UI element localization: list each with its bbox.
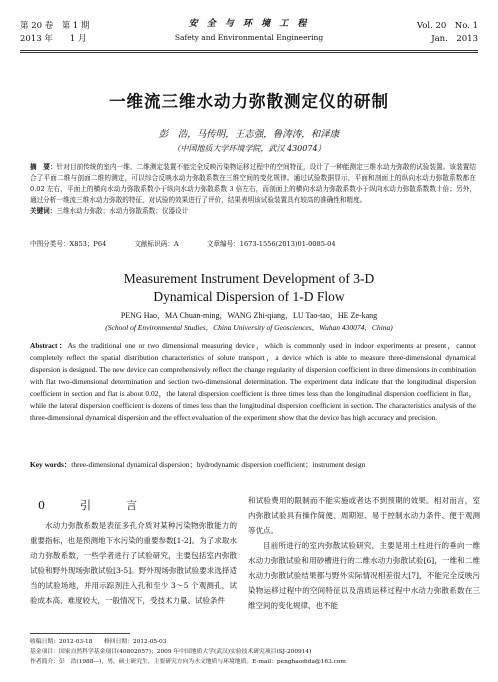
affiliation-en: (School of Environmental Studies，China University of Geosciences，Wuhan 430074，China) <box>105 323 393 332</box>
clc-number: 中图分类号：X853；P64 <box>30 240 107 248</box>
abstract-en-text: As the traditional one or two dimensional measuring device，which is commonly used in indoor experiments at present，cannot completely reflect the spatial distribution characteristics of solute transport，a device which is able to measure three-dimensional dynamical dispersion is designed. The new device can comprehensively reflect the change regularity of dispersion coefficient in three dimensions in combination with flat two-dimensional determination and section two-dimensional determination. The experiment data indicate that the longitudinal dispersion coefficient in section and flat is about 0.02，the lateral dispersion coefficient is three times less than the longitudinal dispersion coefficient in flat，while the lateral dispersion coefficient is dozens of times less than the longitudinal dispersion coefficient in section. The characteristics analysis of the three-dimensional dynamical dispersion and the effect evaluation of the experiment show that the device has high accuracy and precision. <box>30 341 476 422</box>
header-rule-top <box>20 50 478 51</box>
date-en: Jan. 2013 <box>431 34 478 44</box>
body-column-left <box>30 518 237 608</box>
keywords-cn-text: 三维水动力弥散；水动力弥散系数；仪器设计 <box>56 207 189 215</box>
journal-name-cn: 安 全 与 环 境 工 程 <box>188 19 310 29</box>
intro-paragraph-2: 目前所进行的室内弥散试验研究，主要是用土柱进行的垂向一维水动力弥散试验和用砂槽进行的二维水动力弥散试验[6]，一维和二维水动力弥散试验结果都与野外实际情况相差很大[7]，不能完全反映污染物运移过程中的空间特征以及溶质运移过程中水动力弥散系数在三维空间的变化规律，也不能 <box>248 541 480 610</box>
abstract-cn <box>30 162 476 217</box>
paper-title-en <box>0 270 498 306</box>
paper-title-cn: 一维流三维水动力弥散测定仪的研制 <box>109 92 389 111</box>
keywords-en-text: three-dimensional dynamical dispersion；hydrodynamic dispersion coefficient；instrument design <box>71 460 366 469</box>
keywords-en-label: Key words： <box>30 460 72 469</box>
keywords-en <box>30 459 476 470</box>
page-header <box>20 18 478 48</box>
section-heading-introduction: 0 引 言 <box>38 499 149 512</box>
footnote-fund: 基金项目：国家自然科学基金项目(40802057)；2009 年中国地质大学(武汉)实验技术研究项目(SJ-200914) <box>30 649 312 655</box>
volume-cn: 第 20 卷 第 1 期 <box>20 21 90 31</box>
keywords-cn-label: 关键词： <box>30 207 57 215</box>
affiliation-cn: （中国地质大学环境学院，武汉 430074） <box>172 144 326 153</box>
abstract-en <box>30 340 476 424</box>
journal-name-en: Safety and Environmental Engineering <box>174 33 324 42</box>
authors-en: PENG Hao，MA Chuan-ming，WANG Zhi-qiang，LU Tao-tao，HE Ze-kang <box>120 311 378 320</box>
article-number: 文章编号：1673-1556(2013)01-0085-04 <box>206 240 336 248</box>
footnote-author: 作者简介：彭 浩(1988—)，男，硕士研究生，主要研究方向为水文地质与环境地质。E-mail：penghaodida@163.com <box>30 659 346 665</box>
abstract-en-label: Abstract： <box>30 341 68 350</box>
abstract-cn-text: 针对目前传统的室内一维、二维测定装置不能完全反映污染物运移过程中的空间特征，设计了一种能测定三维水动力弥散的试验装置。该装置结合了平面二维与剖面二维的测定，可以综合反映水动力弥散系数在三维空间的变化规律。通过试验数据显示，平面和剖面上的纵向水动力弥散系数都在 0.02 左右，平面上的横向水动力弥散系数小于纵向水动力弥散系数 3 倍左右，而剖面上的横向水动力弥散系数小于纵向水动力弥散系数数十倍；另外，通过分析一维流三维水动力弥散的特征，对试验的效果进行了评价，结果表明该试验装置具有较高的准确性和精度。 <box>30 163 477 204</box>
body-column-right <box>248 493 480 613</box>
date-cn: 2013 年 1 月 <box>20 34 87 44</box>
volume-en: Vol. 20 No. 1 <box>416 21 478 31</box>
header-right <box>417 20 478 46</box>
intro-paragraph-1-cont: 和试验费用的限制而不能实施或者达不到预期的效果。相对而言，室内弥散试验具有操作简便、周期短、易于控制水动力条件、便于观测等优点。 <box>248 496 480 535</box>
footnote-rule <box>30 633 130 634</box>
classification-meta-cn <box>30 238 476 248</box>
document-code: 文献标识码：A <box>134 240 179 248</box>
intro-paragraph-1: 水动力弥散系数是表征多孔介质对某种污染物弥散能力的重要指标，也是预测地下水污染的重要参数[1-2]。为了求取水动力弥散系数，一些学者进行了试验研究，主要包括室内弥散试验和野外现场弥散试验[3-5]。野外现场弥散试验要求选择适当的试验场地，并用示踪剂注入孔和至少 3～5 个观测孔，试验成本高、难度较大，一般情况下，受技术力量、试验条件 <box>30 521 237 605</box>
paper-title-en-line-1: Measurement Instrument Development of 3-D <box>123 271 375 286</box>
footnote-received: 收稿日期：2012-03-18 修回日期：2012-05-03 <box>30 639 167 645</box>
authors-cn: 彭 浩，马传明，王志强，鲁涛涛，和泽康 <box>158 129 340 140</box>
paper-title-en-line-2: Dynamical Dispersion of 1-D Flow <box>153 289 345 304</box>
header-rule-bottom <box>20 52 478 53</box>
footnote <box>30 637 475 667</box>
abstract-cn-label: 摘 要： <box>30 163 57 171</box>
header-center <box>20 18 478 44</box>
